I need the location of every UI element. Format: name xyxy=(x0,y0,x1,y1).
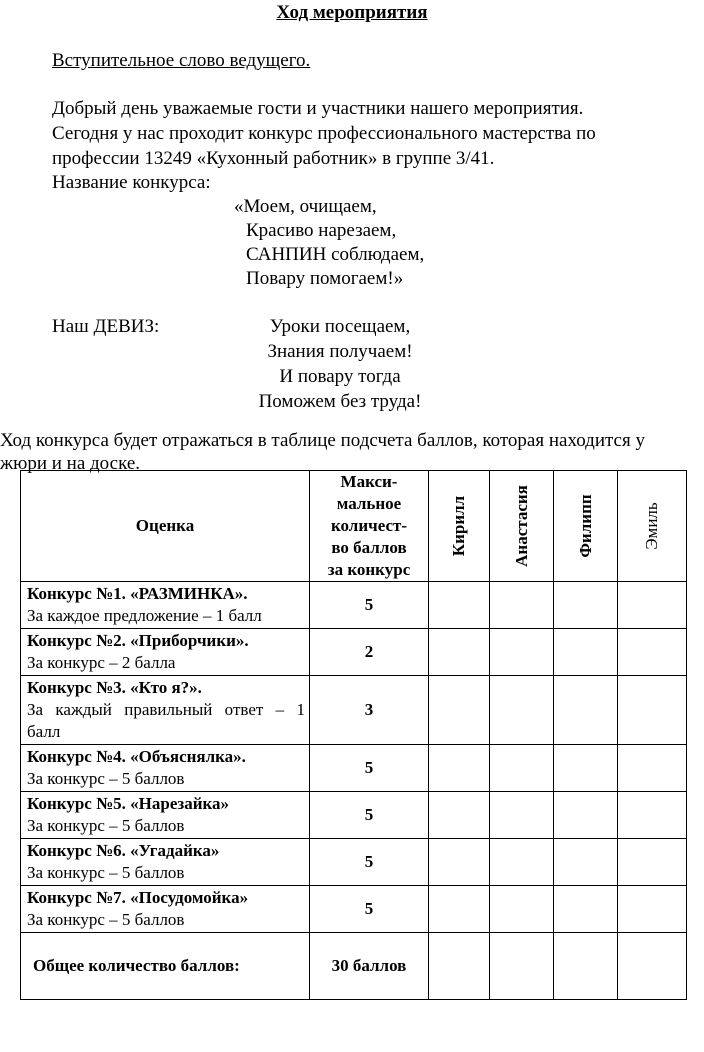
score-cell xyxy=(490,933,554,1000)
table-row xyxy=(21,886,687,933)
score-cell xyxy=(554,582,618,629)
score-cell xyxy=(490,792,554,839)
page-title: Ход мероприятия xyxy=(276,2,428,23)
contest-cell: Конкурс №5. «Нарезайка» За конкурс – 5 баллов xyxy=(21,792,310,839)
score-cell xyxy=(618,839,687,886)
motto-line: Знания получаем! xyxy=(267,341,413,362)
contest-name-line: Красиво нарезаем, xyxy=(246,220,397,241)
contest-name-label: Название конкурса: xyxy=(52,172,211,193)
score-cell xyxy=(554,676,618,745)
max-points-cell: 3 xyxy=(310,676,429,745)
contest-cell: Конкурс №1. «РАЗМИНКА». За каждое предложение – 1 балл xyxy=(21,582,310,629)
score-cell xyxy=(490,839,554,886)
score-cell xyxy=(554,745,618,792)
greeting-line-3: профессии 13249 «Кухонный работник» в группе 3/41. xyxy=(52,148,495,169)
score-cell xyxy=(490,886,554,933)
score-cell xyxy=(618,745,687,792)
score-cell xyxy=(618,933,687,1000)
score-cell xyxy=(429,676,490,745)
score-cell xyxy=(429,582,490,629)
header-max-points: Макси- мальное количест- во баллов за конкурс xyxy=(310,471,429,582)
score-cell xyxy=(554,839,618,886)
score-cell xyxy=(554,933,618,1000)
score-table xyxy=(20,470,687,1000)
contest-cell: Конкурс №6. «Угадайка» За конкурс – 5 баллов xyxy=(21,839,310,886)
total-label: Общее количество баллов: xyxy=(21,933,310,1000)
score-cell xyxy=(490,745,554,792)
score-cell xyxy=(490,676,554,745)
score-cell xyxy=(554,629,618,676)
score-cell xyxy=(429,792,490,839)
score-cell xyxy=(618,676,687,745)
motto-label: Наш ДЕВИЗ: xyxy=(52,316,160,337)
motto-line: Поможем без труда! xyxy=(258,391,422,412)
table-row xyxy=(21,676,687,745)
table-row xyxy=(21,792,687,839)
table-row xyxy=(21,629,687,676)
header-score-label: Оценка xyxy=(21,471,310,582)
score-cell xyxy=(490,582,554,629)
score-cell xyxy=(618,886,687,933)
max-points-cell: 5 xyxy=(310,582,429,629)
contest-name-line: «Моем, очищаем, xyxy=(234,196,377,217)
table-intro-line-2: жюри и на доске. xyxy=(0,453,141,474)
max-points-cell: 5 xyxy=(310,839,429,886)
header-participant: Эмиль xyxy=(618,471,687,582)
table-header-row xyxy=(21,471,687,582)
max-points-cell: 5 xyxy=(310,886,429,933)
max-points-cell: 5 xyxy=(310,792,429,839)
motto-line: И повару тогда xyxy=(279,366,401,387)
score-cell xyxy=(429,839,490,886)
contest-cell: Конкурс №2. «Приборчики». За конкурс – 2 балла xyxy=(21,629,310,676)
table-row xyxy=(21,839,687,886)
contest-cell: Конкурс №7. «Посудомойка» За конкурс – 5 баллов xyxy=(21,886,310,933)
contest-cell: Конкурс №4. «Объяснялка». За конкурс – 5 баллов xyxy=(21,745,310,792)
total-value: 30 баллов xyxy=(310,933,429,1000)
table-row xyxy=(21,745,687,792)
total-row xyxy=(21,933,687,1000)
table-intro-line-1: Ход конкурса будет отражаться в таблице подсчета баллов, которая находится у xyxy=(0,430,645,451)
score-cell xyxy=(429,886,490,933)
greeting-line-1: Добрый день уважаемые гости и участники нашего мероприятия. xyxy=(52,98,584,119)
score-cell xyxy=(618,629,687,676)
score-cell xyxy=(554,886,618,933)
score-cell xyxy=(618,792,687,839)
contest-name-line: Повару помогаем!» xyxy=(246,268,404,289)
greeting-line-2: Сегодня у нас проходит конкурс профессионального мастерства по xyxy=(52,123,596,144)
max-points-cell: 2 xyxy=(310,629,429,676)
table-row xyxy=(21,582,687,629)
intro-heading: Вступительное слово ведущего. xyxy=(52,50,311,71)
score-cell xyxy=(618,582,687,629)
header-participant: Анастасия xyxy=(490,471,554,582)
score-cell xyxy=(490,629,554,676)
score-cell xyxy=(554,792,618,839)
contest-cell: Конкурс №3. «Кто я?». За каждый правильный ответ – 1 балл xyxy=(21,676,310,745)
header-participant: Филипп xyxy=(554,471,618,582)
contest-name-line: САНПИН соблюдаем, xyxy=(246,244,425,265)
motto-line: Уроки посещаем, xyxy=(269,316,411,337)
score-cell xyxy=(429,629,490,676)
score-cell xyxy=(429,745,490,792)
max-points-cell: 5 xyxy=(310,745,429,792)
score-cell xyxy=(429,933,490,1000)
header-participant: Кирилл xyxy=(429,471,490,582)
